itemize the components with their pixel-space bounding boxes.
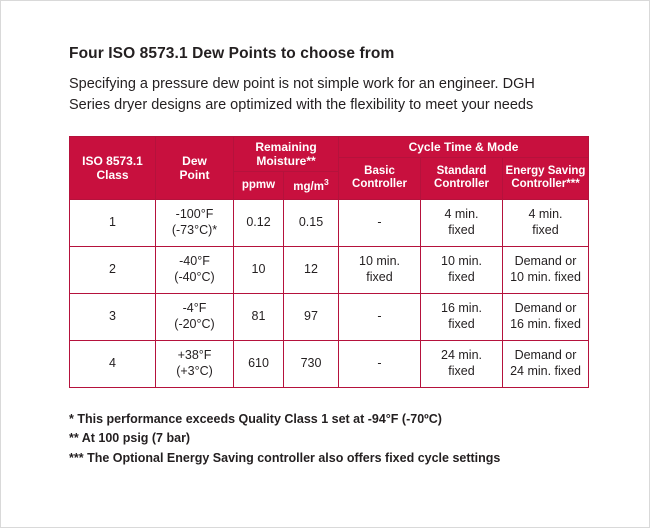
cell-energy (503, 246, 589, 293)
header-iso-class (70, 136, 156, 199)
cell-standard-line2: fixed (448, 363, 475, 378)
cell-standard (421, 293, 503, 340)
cell-basic: - (339, 293, 421, 340)
cell-basic-line2: fixed (366, 269, 393, 284)
cell-mgm3: 12 (284, 246, 339, 293)
footnotes (69, 410, 589, 468)
header-standard-line1: Standard (436, 164, 487, 177)
header-row-top (70, 136, 589, 157)
header-basic-controller (339, 157, 421, 199)
cell-energy-line2: 24 min. fixed (510, 363, 581, 378)
cell-mgm3: 730 (284, 340, 339, 387)
header-energy-line2: Controller*** (511, 178, 580, 191)
intro-paragraph: Specifying a pressure dew point is not simple work for an engineer. DGH Series dryer designs are optimized with the flexibility to meet your needs (69, 76, 535, 114)
cell-iso-class: 2 (70, 246, 156, 293)
cell-basic: - (339, 199, 421, 246)
cell-standard-line2: fixed (448, 222, 475, 237)
cell-dew-point-line2: (-40°C) (174, 269, 215, 284)
footnote-3: *** The Optional Energy Saving controller also offers fixed cycle settings (69, 450, 501, 465)
header-mgm3-sup: 3 (323, 176, 329, 187)
cell-energy-line1: 4 min. (528, 207, 563, 222)
header-mgm3 (284, 172, 339, 200)
cell-energy (503, 293, 589, 340)
cell-standard-line1: 24 min. (441, 348, 482, 363)
header-iso-class-line1: ISO 8573.1 (82, 153, 143, 168)
cell-energy-line2: fixed (532, 222, 559, 237)
table-body (70, 199, 589, 387)
cell-dew-point-line1: -100°F (175, 207, 214, 222)
header-energy-line1: Energy Saving (505, 164, 586, 177)
cell-dew-point-line1: -40°F (179, 254, 210, 269)
cell-iso-class: 4 (70, 340, 156, 387)
cell-ppmw: 0.12 (234, 199, 284, 246)
cell-standard (421, 246, 503, 293)
header-iso-class-line2: Class (96, 167, 129, 182)
cell-dew-point (156, 340, 234, 387)
cell-energy (503, 340, 589, 387)
header-mgm3-text: mg/m (293, 180, 324, 193)
table-row (70, 293, 589, 340)
cell-dew-point (156, 246, 234, 293)
cell-dew-point-line1: -4°F (182, 301, 207, 316)
header-energy-saving-controller (503, 157, 589, 199)
cell-mgm3: 97 (284, 293, 339, 340)
cell-standard (421, 340, 503, 387)
table-row (70, 246, 589, 293)
cell-dew-point (156, 293, 234, 340)
cell-dew-point-line2: (-20°C) (174, 316, 215, 331)
header-dew-point-line1: Dew (182, 153, 207, 168)
header-standard-line2: Controller (434, 178, 489, 191)
cell-standard-line1: 16 min. (441, 301, 482, 316)
header-cycle-time-mode: Cycle Time & Mode (339, 136, 589, 157)
table-row (70, 340, 589, 387)
footnote-1: * This performance exceeds Quality Class 1 set at -94°F (-70ºC) (69, 411, 442, 426)
cell-standard-line2: fixed (448, 316, 475, 331)
cell-iso-class: 1 (70, 199, 156, 246)
cell-energy-line1: Demand or (514, 254, 577, 269)
cell-energy-line2: 10 min. fixed (510, 269, 581, 284)
cell-energy (503, 199, 589, 246)
cell-basic-line1: 10 min. (359, 254, 400, 269)
header-basic-line1: Basic (364, 164, 395, 177)
cell-energy-line2: 16 min. fixed (510, 316, 581, 331)
cell-energy-line1: Demand or (514, 348, 577, 363)
header-remaining-moisture (234, 136, 339, 171)
cell-mgm3: 0.15 (284, 199, 339, 246)
table-header (70, 136, 589, 199)
header-dew-point (156, 136, 234, 199)
header-dew-point-line2: Point (179, 167, 210, 182)
cell-iso-class: 3 (70, 293, 156, 340)
cell-basic: - (339, 340, 421, 387)
table-row (70, 199, 589, 246)
cell-standard-line1: 4 min. (444, 207, 479, 222)
content-area (69, 45, 589, 468)
cell-standard (421, 199, 503, 246)
cell-dew-point-line1: +38°F (177, 348, 212, 363)
footnote-2: ** At 100 psig (7 bar) (69, 431, 191, 446)
header-moisture-line1: Remaining (255, 139, 317, 154)
cell-dew-point (156, 199, 234, 246)
header-moisture-line2: Moisture** (256, 153, 316, 168)
header-basic-line2: Controller (352, 178, 407, 191)
cell-standard-line2: fixed (448, 269, 475, 284)
dew-point-table (69, 136, 589, 388)
cell-ppmw: 81 (234, 293, 284, 340)
cell-ppmw: 610 (234, 340, 284, 387)
header-standard-controller (421, 157, 503, 199)
page-title: Four ISO 8573.1 Dew Points to choose from (69, 45, 395, 62)
cell-basic (339, 246, 421, 293)
cell-ppmw: 10 (234, 246, 284, 293)
header-ppmw: ppmw (234, 172, 284, 200)
cell-dew-point-line2: (-73°C)* (171, 222, 218, 237)
cell-energy-line1: Demand or (514, 301, 577, 316)
cell-dew-point-line2: (+3°C) (176, 363, 213, 378)
cell-standard-line1: 10 min. (441, 254, 482, 269)
